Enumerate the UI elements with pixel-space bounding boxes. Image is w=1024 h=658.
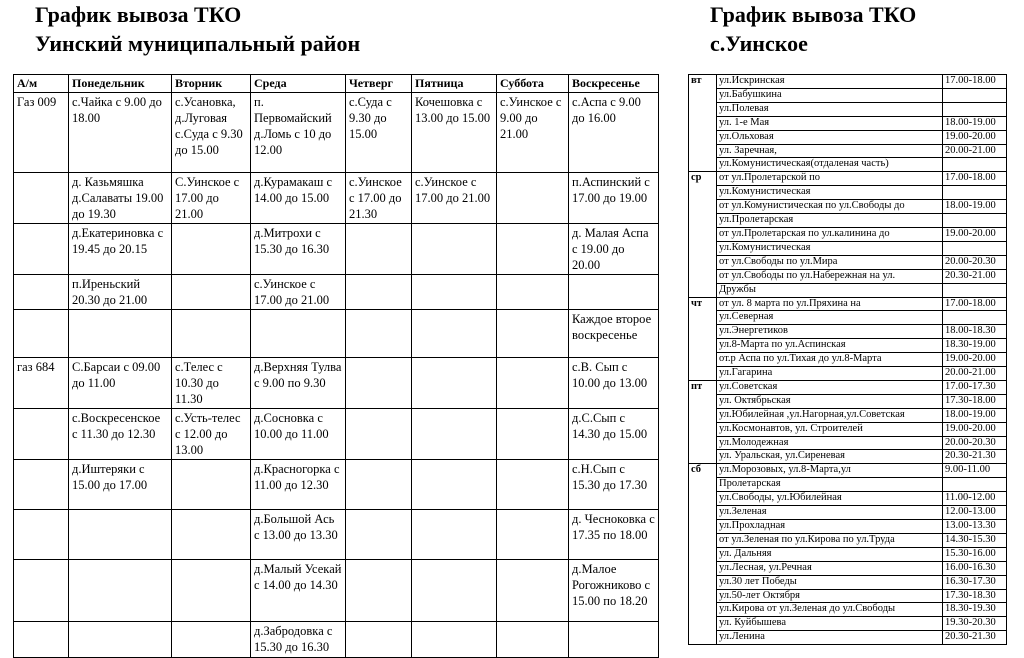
time-cell: 19.30-20.30 bbox=[943, 617, 1007, 631]
schedule-cell: д.Митрохи с 15.30 до 16.30 bbox=[251, 224, 346, 275]
schedule-cell bbox=[569, 622, 659, 658]
schedule-cell bbox=[412, 310, 497, 358]
table-row bbox=[14, 358, 659, 409]
street-cell: от ул. 8 марта по ул.Пряхина на bbox=[717, 297, 943, 311]
schedule-cell: с.Воскресенское с 11.30 до 12.30 bbox=[69, 409, 172, 460]
time-cell bbox=[943, 283, 1007, 297]
street-cell: ул.8-Марта по ул.Аспинская bbox=[717, 339, 943, 353]
schedule-cell bbox=[346, 622, 412, 658]
street-cell: ул. Дальняя bbox=[717, 547, 943, 561]
table-row bbox=[689, 255, 1007, 269]
time-cell bbox=[943, 102, 1007, 116]
time-cell: 17.00-18.00 bbox=[943, 75, 1007, 89]
time-cell: 17.00-17.30 bbox=[943, 380, 1007, 394]
schedule-cell bbox=[412, 622, 497, 658]
table-row bbox=[689, 269, 1007, 283]
table-row bbox=[689, 422, 1007, 436]
schedule-cell bbox=[172, 310, 251, 358]
schedule-cell bbox=[412, 275, 497, 310]
time-cell bbox=[943, 88, 1007, 102]
schedule-cell bbox=[14, 560, 69, 622]
table-row bbox=[689, 575, 1007, 589]
schedule-cell: п.Иреньский 20.30 до 21.00 bbox=[69, 275, 172, 310]
table-row bbox=[689, 450, 1007, 464]
schedule-cell bbox=[346, 310, 412, 358]
time-cell: 9.00-11.00 bbox=[943, 464, 1007, 478]
time-cell: 17.30-18.30 bbox=[943, 589, 1007, 603]
table-row bbox=[14, 560, 659, 622]
schedule-cell bbox=[497, 358, 569, 409]
street-cell: ул.Свободы, ул.Юбилейная bbox=[717, 492, 943, 506]
time-cell: 18.00-19.00 bbox=[943, 408, 1007, 422]
street-cell: ул.Зеленая bbox=[717, 506, 943, 520]
schedule-cell: с.Уинское с 17.00 до 21.30 bbox=[346, 173, 412, 224]
table-row bbox=[689, 172, 1007, 186]
time-cell: 19.00-20.00 bbox=[943, 130, 1007, 144]
time-cell: 12.00-13.00 bbox=[943, 506, 1007, 520]
day-cell: вт bbox=[689, 75, 717, 172]
street-cell: ул. Заречная, bbox=[717, 144, 943, 158]
schedule-cell bbox=[412, 510, 497, 560]
column-header: Понедельник bbox=[69, 75, 172, 93]
village-schedule-table bbox=[688, 74, 1007, 645]
time-cell bbox=[943, 478, 1007, 492]
time-cell: 11.00-12.00 bbox=[943, 492, 1007, 506]
street-cell: ул.Кирова от ул.Зеленая до ул.Свободы bbox=[717, 603, 943, 617]
street-cell: от ул.Комунистическая по ул.Свободы до bbox=[717, 200, 943, 214]
left-title-line2: Уинский муниципальный район bbox=[35, 31, 361, 56]
schedule-cell bbox=[497, 224, 569, 275]
table-row bbox=[689, 297, 1007, 311]
schedule-cell bbox=[346, 275, 412, 310]
table-row bbox=[689, 478, 1007, 492]
schedule-cell bbox=[14, 409, 69, 460]
schedule-cell bbox=[172, 460, 251, 510]
street-cell: ул. 1-е Мая bbox=[717, 116, 943, 130]
street-cell: от ул.Пролетарской по bbox=[717, 172, 943, 186]
table-row bbox=[14, 93, 659, 173]
table-row bbox=[689, 227, 1007, 241]
street-cell: ул.Энергетиков bbox=[717, 325, 943, 339]
street-cell: от ул.Пролетарская по ул.калинина до bbox=[717, 227, 943, 241]
schedule-cell bbox=[497, 173, 569, 224]
district-schedule-table bbox=[13, 74, 659, 658]
table-row bbox=[689, 241, 1007, 255]
table-row bbox=[689, 408, 1007, 422]
table-row bbox=[689, 75, 1007, 89]
time-cell: 18.00-18.30 bbox=[943, 325, 1007, 339]
street-cell: от ул.Свободы по ул.Набережная на ул. bbox=[717, 269, 943, 283]
schedule-cell: д.С.Сып с 14.30 до 15.00 bbox=[569, 409, 659, 460]
time-cell bbox=[943, 186, 1007, 200]
column-header: А/м bbox=[14, 75, 69, 93]
schedule-cell: д.Малый Усекай с 14.00 до 14.30 bbox=[251, 560, 346, 622]
schedule-cell: с.Уинское с 9.00 до 21.00 bbox=[497, 93, 569, 173]
schedule-cell: д.Иштеряки с 15.00 до 17.00 bbox=[69, 460, 172, 510]
table-row bbox=[689, 561, 1007, 575]
schedule-cell bbox=[412, 358, 497, 409]
table-row bbox=[14, 510, 659, 560]
schedule-cell bbox=[346, 560, 412, 622]
schedule-cell: с.Суда с 9.30 до 15.00 bbox=[346, 93, 412, 173]
time-cell: 18.00-19.00 bbox=[943, 200, 1007, 214]
street-cell: ул.Северная bbox=[717, 311, 943, 325]
table-row bbox=[689, 533, 1007, 547]
street-cell: ул.Лесная, ул.Речная bbox=[717, 561, 943, 575]
table-row bbox=[689, 116, 1007, 130]
table-row bbox=[689, 200, 1007, 214]
schedule-cell: д. Малая Аспа с 19.00 до 20.00 bbox=[569, 224, 659, 275]
table-row bbox=[689, 506, 1007, 520]
street-cell: ул.Ленина bbox=[717, 631, 943, 645]
schedule-cell bbox=[69, 622, 172, 658]
table-row bbox=[689, 130, 1007, 144]
street-cell: ул.Гагарина bbox=[717, 367, 943, 381]
day-cell: ср bbox=[689, 172, 717, 297]
schedule-cell: д.Верхняя Тулва с 9.00 по 9.30 bbox=[251, 358, 346, 409]
schedule-cell: д.Большой Ась с 13.00 до 13.30 bbox=[251, 510, 346, 560]
right-title-line1: График вывоза ТКО bbox=[710, 2, 917, 27]
schedule-cell bbox=[172, 275, 251, 310]
schedule-cell: с.Н.Сып с 15.30 до 17.30 bbox=[569, 460, 659, 510]
schedule-cell: п.Аспинский с 17.00 до 19.00 bbox=[569, 173, 659, 224]
time-cell: 19.00-20.00 bbox=[943, 422, 1007, 436]
schedule-cell bbox=[172, 560, 251, 622]
schedule-cell bbox=[14, 173, 69, 224]
day-cell: пт bbox=[689, 380, 717, 463]
schedule-cell: Кочешовка с 13.00 до 15.00 bbox=[412, 93, 497, 173]
street-cell: ул.Космонавтов, ул. Строителей bbox=[717, 422, 943, 436]
time-cell: 17.00-18.00 bbox=[943, 297, 1007, 311]
time-cell: 20.30-21.30 bbox=[943, 450, 1007, 464]
table-row bbox=[689, 144, 1007, 158]
schedule-cell bbox=[251, 310, 346, 358]
schedule-cell bbox=[172, 622, 251, 658]
schedule-cell: д.Красногорка с 11.00 до 12.30 bbox=[251, 460, 346, 510]
table-row bbox=[689, 547, 1007, 561]
left-title-line1: График вывоза ТКО bbox=[35, 2, 242, 27]
column-header: Суббота bbox=[497, 75, 569, 93]
schedule-cell bbox=[346, 409, 412, 460]
column-header: Вторник bbox=[172, 75, 251, 93]
day-cell: чт bbox=[689, 297, 717, 380]
table-row bbox=[14, 275, 659, 310]
street-cell: ул.50-лет Октября bbox=[717, 589, 943, 603]
schedule-cell: с.Усть-телес с 12.00 до 13.00 bbox=[172, 409, 251, 460]
table-row bbox=[689, 158, 1007, 172]
street-cell: Пролетарская bbox=[717, 478, 943, 492]
schedule-cell: с.В. Сып с 10.00 до 13.00 bbox=[569, 358, 659, 409]
schedule-cell bbox=[346, 510, 412, 560]
street-cell: ул.Юбилейная ,ул.Нагорная,ул.Советская bbox=[717, 408, 943, 422]
street-cell: ул.Искринская bbox=[717, 75, 943, 89]
time-cell: 16.00-16.30 bbox=[943, 561, 1007, 575]
schedule-cell: п. Первомайский д.Ломь с 10 до 12.00 bbox=[251, 93, 346, 173]
table-row bbox=[689, 353, 1007, 367]
table-row bbox=[689, 520, 1007, 534]
street-cell: ул.Бабушкина bbox=[717, 88, 943, 102]
time-cell: 18.30-19.00 bbox=[943, 339, 1007, 353]
table-row bbox=[689, 492, 1007, 506]
table-row bbox=[689, 325, 1007, 339]
time-cell bbox=[943, 214, 1007, 228]
schedule-cell: с.Усановка, д.Луговая с.Суда с 9.30 до 15.00 bbox=[172, 93, 251, 173]
schedule-cell bbox=[69, 310, 172, 358]
time-cell: 14.30-15.30 bbox=[943, 533, 1007, 547]
schedule-cell: д. Чесноковка с 17.35 по 18.00 bbox=[569, 510, 659, 560]
schedule-cell bbox=[412, 560, 497, 622]
schedule-cell bbox=[412, 460, 497, 510]
street-cell: ул.Морозовых, ул.8-Марта,ул bbox=[717, 464, 943, 478]
time-cell: 20.00-20.30 bbox=[943, 255, 1007, 269]
street-cell: ул. Октябрьская bbox=[717, 394, 943, 408]
street-cell: Дружбы bbox=[717, 283, 943, 297]
street-cell: ул. Уральская, ул.Сиреневая bbox=[717, 450, 943, 464]
schedule-cell bbox=[497, 460, 569, 510]
right-title-line2: с.Уинское bbox=[710, 31, 808, 56]
time-cell: 15.30-16.00 bbox=[943, 547, 1007, 561]
time-cell: 16.30-17.30 bbox=[943, 575, 1007, 589]
schedule-cell bbox=[14, 224, 69, 275]
schedule-cell bbox=[346, 224, 412, 275]
column-header: Воскресенье bbox=[569, 75, 659, 93]
time-cell: 19.00-20.00 bbox=[943, 227, 1007, 241]
schedule-cell bbox=[569, 275, 659, 310]
schedule-cell: д.Забродовка с 15.30 до 16.30 bbox=[251, 622, 346, 658]
time-cell: 18.30-19.30 bbox=[943, 603, 1007, 617]
street-cell: ул.Прохладная bbox=[717, 520, 943, 534]
street-cell: ул.Молодежная bbox=[717, 436, 943, 450]
street-cell: от ул.Зеленая по ул.Кирова по ул.Труда bbox=[717, 533, 943, 547]
time-cell: 18.00-19.00 bbox=[943, 116, 1007, 130]
schedule-cell: с.Аспа с 9.00 до 16.00 bbox=[569, 93, 659, 173]
schedule-cell: д. Казьмяшка д.Салаваты 19.00 до 19.30 bbox=[69, 173, 172, 224]
table-row bbox=[689, 436, 1007, 450]
table-row bbox=[14, 224, 659, 275]
schedule-cell: С.Уинское с 17.00 до 21.00 bbox=[172, 173, 251, 224]
schedule-cell: с.Уинское с 17.00 до 21.00 bbox=[412, 173, 497, 224]
street-cell: ул.Комунистическая(отдаленая часть) bbox=[717, 158, 943, 172]
table-row bbox=[689, 214, 1007, 228]
table-row bbox=[14, 409, 659, 460]
table-row bbox=[689, 311, 1007, 325]
street-cell: от ул.Свободы по ул.Мира bbox=[717, 255, 943, 269]
street-cell: ул. Куйбышева bbox=[717, 617, 943, 631]
street-cell: от.р Аспа по ул.Тихая до ул.8-Марта bbox=[717, 353, 943, 367]
schedule-cell bbox=[14, 460, 69, 510]
schedule-cell bbox=[412, 409, 497, 460]
time-cell: 17.30-18.00 bbox=[943, 394, 1007, 408]
table-row bbox=[14, 460, 659, 510]
schedule-cell: Газ 009 bbox=[14, 93, 69, 173]
column-header: Пятница bbox=[412, 75, 497, 93]
street-cell: ул.Комунистическая bbox=[717, 186, 943, 200]
schedule-cell bbox=[14, 275, 69, 310]
time-cell: 13.00-13.30 bbox=[943, 520, 1007, 534]
schedule-cell bbox=[69, 510, 172, 560]
time-cell: 20.00-21.00 bbox=[943, 367, 1007, 381]
schedule-cell bbox=[14, 510, 69, 560]
table-row bbox=[689, 464, 1007, 478]
schedule-cell: Каждое второе воскресенье bbox=[569, 310, 659, 358]
table-row bbox=[689, 367, 1007, 381]
table-row bbox=[689, 102, 1007, 116]
schedule-cell bbox=[497, 510, 569, 560]
table-row bbox=[689, 380, 1007, 394]
schedule-cell bbox=[497, 275, 569, 310]
schedule-cell: д.Сосновка с 10.00 до 11.00 bbox=[251, 409, 346, 460]
column-header: Четверг bbox=[346, 75, 412, 93]
schedule-cell bbox=[14, 310, 69, 358]
schedule-cell bbox=[346, 460, 412, 510]
schedule-cell bbox=[497, 310, 569, 358]
schedule-cell bbox=[346, 358, 412, 409]
table-row bbox=[689, 186, 1007, 200]
time-cell: 19.00-20.00 bbox=[943, 353, 1007, 367]
table-row bbox=[14, 173, 659, 224]
time-cell bbox=[943, 241, 1007, 255]
table-row bbox=[689, 88, 1007, 102]
table-row bbox=[689, 631, 1007, 645]
time-cell bbox=[943, 311, 1007, 325]
schedule-cell bbox=[497, 622, 569, 658]
schedule-cell: с.Телес с 10.30 до 11.30 bbox=[172, 358, 251, 409]
time-cell: 20.30-21.30 bbox=[943, 631, 1007, 645]
table-row bbox=[689, 339, 1007, 353]
schedule-cell bbox=[14, 622, 69, 658]
time-cell: 20.30-21.00 bbox=[943, 269, 1007, 283]
day-cell: сб bbox=[689, 464, 717, 645]
schedule-cell: с.Уинское с 17.00 до 21.00 bbox=[251, 275, 346, 310]
schedule-cell bbox=[172, 224, 251, 275]
street-cell: ул.30 лет Победы bbox=[717, 575, 943, 589]
schedule-cell: д.Екатериновка с 19.45 до 20.15 bbox=[69, 224, 172, 275]
street-cell: ул.Ольховая bbox=[717, 130, 943, 144]
schedule-cell: д.Курамакаш с 14.00 до 15.00 bbox=[251, 173, 346, 224]
schedule-cell bbox=[69, 560, 172, 622]
district-table-header bbox=[14, 75, 659, 93]
time-cell: 20.00-20.30 bbox=[943, 436, 1007, 450]
street-cell: ул.Полевая bbox=[717, 102, 943, 116]
time-cell bbox=[943, 158, 1007, 172]
table-row bbox=[14, 310, 659, 358]
table-row bbox=[689, 589, 1007, 603]
schedule-cell: д.Малое Рогожниково с 15.00 по 18.20 bbox=[569, 560, 659, 622]
schedule-cell bbox=[497, 409, 569, 460]
table-row bbox=[689, 617, 1007, 631]
table-row bbox=[689, 603, 1007, 617]
table-row bbox=[14, 622, 659, 658]
table-row bbox=[689, 394, 1007, 408]
schedule-cell: С.Барсаи с 09.00 до 11.00 bbox=[69, 358, 172, 409]
column-header: Среда bbox=[251, 75, 346, 93]
schedule-cell bbox=[412, 224, 497, 275]
table-row bbox=[689, 283, 1007, 297]
street-cell: ул.Пролетарская bbox=[717, 214, 943, 228]
schedule-cell: газ 684 bbox=[14, 358, 69, 409]
street-cell: ул.Комунистическая bbox=[717, 241, 943, 255]
time-cell: 17.00-18.00 bbox=[943, 172, 1007, 186]
schedule-cell bbox=[172, 510, 251, 560]
time-cell: 20.00-21.00 bbox=[943, 144, 1007, 158]
schedule-cell: с.Чайка с 9.00 до 18.00 bbox=[69, 93, 172, 173]
schedule-cell bbox=[497, 560, 569, 622]
street-cell: ул.Советская bbox=[717, 380, 943, 394]
